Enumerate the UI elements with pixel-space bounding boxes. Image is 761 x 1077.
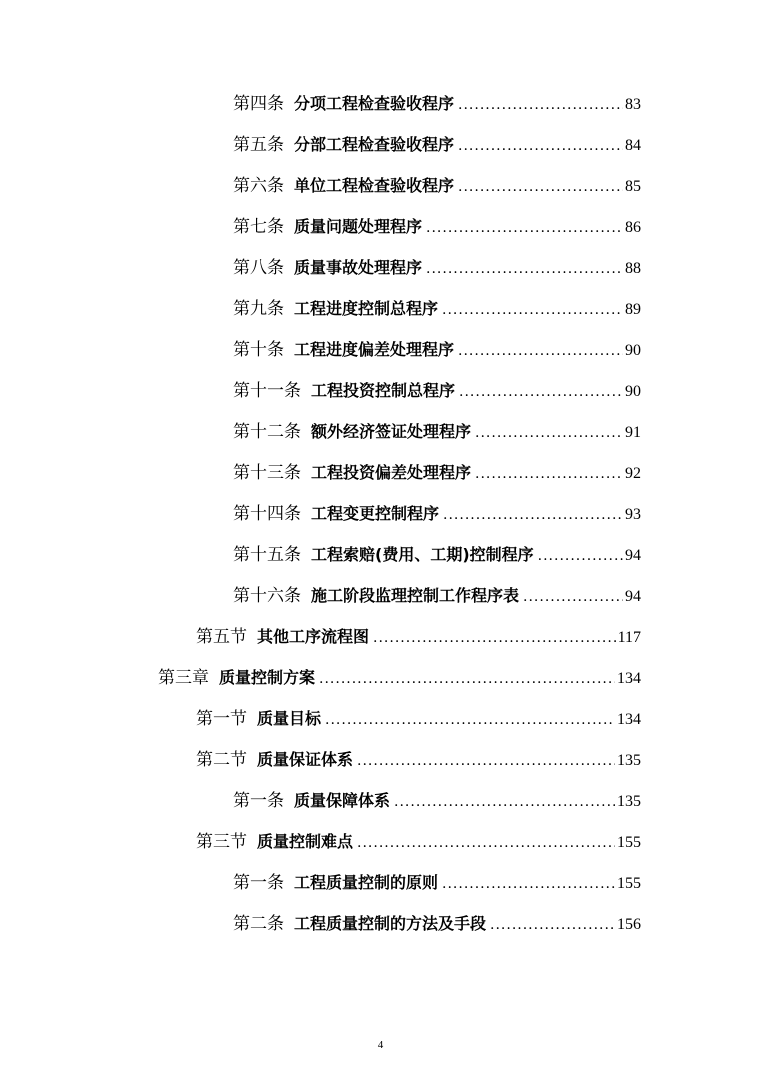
toc-entry-page: 88 (625, 260, 641, 277)
toc-entry[interactable] (233, 581, 641, 611)
toc-entry-title: 质量保证体系 (257, 750, 354, 769)
toc-entry-number: 第六条 (233, 176, 284, 196)
toc-entry[interactable] (233, 540, 641, 570)
toc-entry-number: 第十五条 (233, 545, 301, 565)
toc-leader-dots (490, 910, 615, 940)
toc-entry-title: 单位工程检查验收程序 (294, 176, 455, 195)
toc-entry[interactable] (233, 130, 641, 160)
toc-entry[interactable] (233, 868, 641, 898)
toc-leader-dots (523, 582, 623, 612)
toc-entry[interactable] (233, 89, 641, 119)
toc-entry-number: 第二条 (233, 914, 284, 934)
toc-leader-dots (458, 90, 623, 120)
toc-entry-page: 90 (625, 383, 641, 400)
toc-leader-dots (459, 377, 623, 407)
toc-entry-number: 第十六条 (233, 586, 301, 606)
toc-entry-title: 施工阶段监理控制工作程序表 (311, 586, 520, 605)
toc-leader-dots (394, 787, 615, 817)
toc-entry-page: 134 (617, 670, 641, 687)
toc-entry-number: 第一节 (196, 709, 247, 729)
toc-entry[interactable] (196, 704, 641, 734)
toc-entry-number: 第三节 (196, 832, 247, 852)
page-number: 4 (377, 1039, 384, 1051)
toc-entry-title: 工程进度控制总程序 (294, 299, 439, 318)
toc-entry-title: 质量问题处理程序 (294, 217, 423, 236)
toc-entry[interactable] (233, 294, 641, 324)
toc-leader-dots (442, 295, 623, 325)
toc-entry-number: 第十条 (233, 340, 284, 360)
toc-entry-number: 第十一条 (233, 381, 301, 401)
toc-entry-title: 质量目标 (257, 709, 322, 728)
toc-entry-number: 第二节 (196, 750, 247, 770)
toc-entry-title: 质量控制难点 (257, 832, 354, 851)
toc-entry-number: 第五节 (196, 627, 247, 647)
toc-entry-page: 94 (625, 547, 641, 564)
toc-entry-title: 质量保障体系 (294, 791, 391, 810)
toc-entry-page: 155 (617, 875, 641, 892)
toc-entry[interactable] (233, 458, 641, 488)
toc-entry-number: 第八条 (233, 258, 284, 278)
toc-entry-title: 工程投资偏差处理程序 (311, 463, 472, 482)
toc-entry-number: 第九条 (233, 299, 284, 319)
toc-entry-page: 85 (625, 178, 641, 195)
toc-entry-title: 工程索赔(费用、工期)控制程序 (311, 545, 534, 564)
toc-entry-number: 第十三条 (233, 463, 301, 483)
toc-entry-page: 92 (625, 465, 641, 482)
toc-entry-title: 其他工序流程图 (257, 627, 370, 646)
toc-entry-number: 第三章 (158, 668, 209, 688)
toc-entry-page: 86 (625, 219, 641, 236)
toc-entry-page: 90 (625, 342, 641, 359)
toc-entry[interactable] (233, 253, 641, 283)
toc-entry-title: 工程变更控制程序 (311, 504, 440, 523)
toc-leader-dots (357, 746, 615, 776)
toc-entry-page: 83 (625, 96, 641, 113)
toc-entry[interactable] (233, 909, 641, 939)
toc-leader-dots (538, 541, 623, 571)
toc-leader-dots (426, 213, 623, 243)
toc-entry[interactable] (233, 335, 641, 365)
toc-entry-number: 第七条 (233, 217, 284, 237)
toc-entry-page: 89 (625, 301, 641, 318)
toc-leader-dots (443, 500, 623, 530)
toc-entry[interactable] (233, 417, 641, 447)
toc-entry-page: 91 (625, 424, 641, 441)
toc-entry-title: 工程进度偏差处理程序 (294, 340, 455, 359)
toc-entry-number: 第五条 (233, 135, 284, 155)
toc-leader-dots (357, 828, 615, 858)
toc-entry-page: 117 (617, 629, 641, 646)
toc-leader-dots (319, 664, 615, 694)
toc-entry[interactable] (158, 663, 641, 693)
toc-leader-dots (458, 172, 623, 202)
toc-entry[interactable] (233, 376, 641, 406)
toc-leader-dots (475, 418, 623, 448)
toc-leader-dots (373, 623, 616, 653)
toc-entry-number: 第四条 (233, 94, 284, 114)
toc-leader-dots (475, 459, 623, 489)
toc-entry[interactable] (233, 786, 641, 816)
toc-entry-page: 155 (617, 834, 641, 851)
toc-entry-number: 第一条 (233, 791, 284, 811)
toc-entry[interactable] (233, 171, 641, 201)
toc-entry[interactable] (196, 745, 641, 775)
toc-entry[interactable] (233, 212, 641, 242)
toc-entry[interactable] (233, 499, 641, 529)
toc-entry-page: 156 (617, 916, 641, 933)
toc-leader-dots (442, 869, 615, 899)
toc-entry-title: 质量事故处理程序 (294, 258, 423, 277)
toc-entry-number: 第十二条 (233, 422, 301, 442)
toc-entry-page: 94 (625, 588, 641, 605)
toc-entry-title: 质量控制方案 (219, 668, 316, 687)
toc-entry-title: 工程投资控制总程序 (311, 381, 456, 400)
toc-entry-number: 第一条 (233, 873, 284, 893)
toc-entry-number: 第十四条 (233, 504, 301, 524)
toc-leader-dots (458, 336, 623, 366)
toc-entry-page: 135 (617, 793, 641, 810)
toc-leader-dots (458, 131, 623, 161)
toc-entry-title: 额外经济签证处理程序 (311, 422, 472, 441)
toc-leader-dots (325, 705, 615, 735)
toc-entry[interactable] (196, 827, 641, 857)
toc-entry-title: 分项工程检查验收程序 (294, 94, 455, 113)
toc-entry-page: 134 (617, 711, 641, 728)
toc-entry-title: 工程质量控制的原则 (294, 873, 439, 892)
toc-entry[interactable] (196, 622, 641, 652)
toc-entry-page: 135 (617, 752, 641, 769)
toc-leader-dots (426, 254, 623, 284)
toc-entry-page: 93 (625, 506, 641, 523)
toc-entry-title: 分部工程检查验收程序 (294, 135, 455, 154)
toc-entry-title: 工程质量控制的方法及手段 (294, 914, 487, 933)
toc-entry-page: 84 (625, 137, 641, 154)
